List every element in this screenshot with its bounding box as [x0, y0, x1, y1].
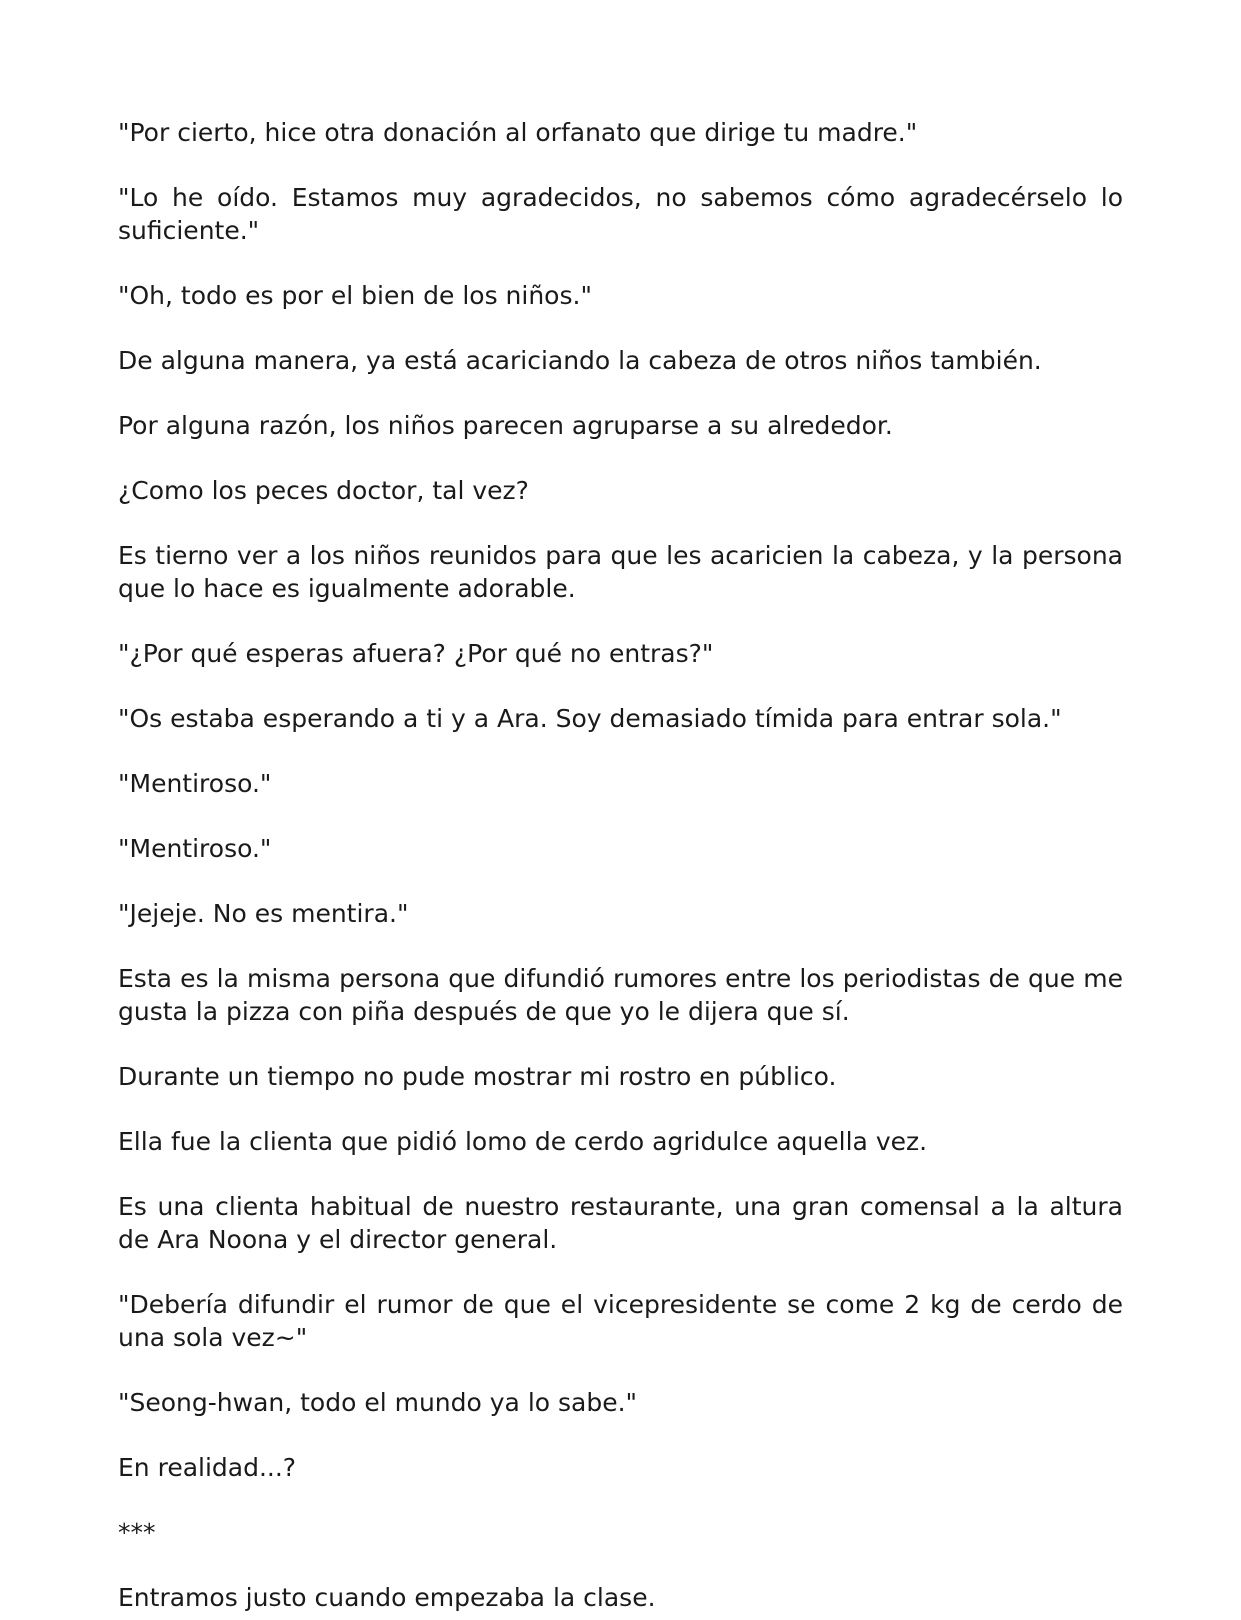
paragraph: Es una clienta habitual de nuestro restaurante, una gran comensal a la altura de Ara Noona y el director general.	[118, 1192, 1123, 1254]
paragraph: Durante un tiempo no pude mostrar mi rostro en público.	[118, 1062, 837, 1091]
paragraph: Por alguna razón, los niños parecen agruparse a su alrededor.	[118, 411, 893, 440]
paragraph: Ella fue la clienta que pidió lomo de cerdo agridulce aquella vez.	[118, 1127, 928, 1156]
paragraph: "Debería difundir el rumor de que el vicepresidente se come 2 kg de cerdo de una sola vez~"	[118, 1290, 1123, 1352]
paragraph: ¿Como los peces doctor, tal vez?	[118, 476, 529, 505]
paragraph: Es tierno ver a los niños reunidos para que les acaricien la cabeza, y la persona que lo hace es igualmente adorable.	[118, 541, 1123, 603]
paragraph: "Seong-hwan, todo el mundo ya lo sabe."	[118, 1388, 638, 1417]
paragraph: "Por cierto, hice otra donación al orfanato que dirige tu madre."	[118, 118, 918, 147]
body-text	[118, 116, 1123, 1614]
paragraph: En realidad...?	[118, 1453, 297, 1482]
paragraph: "Mentiroso."	[118, 834, 272, 863]
paragraph: De alguna manera, ya está acariciando la cabeza de otros niños también.	[118, 346, 1042, 375]
paragraph: Entramos justo cuando empezaba la clase.	[118, 1583, 656, 1612]
paragraph: "Mentiroso."	[118, 769, 272, 798]
paragraph: "Lo he oído. Estamos muy agradecidos, no sabemos cómo agradecérselo lo suficiente."	[118, 183, 1123, 245]
paragraph: "¿Por qué esperas afuera? ¿Por qué no entras?"	[118, 639, 714, 668]
paragraph: "Oh, todo es por el bien de los niños."	[118, 281, 592, 310]
paragraph: "Jejeje. No es mentira."	[118, 899, 409, 928]
paragraph: Esta es la misma persona que difundió rumores entre los periodistas de que me gusta la pizza con piña después de que yo le dijera que sí.	[118, 964, 1123, 1026]
section-separator: ***	[118, 1518, 156, 1547]
paragraph: "Os estaba esperando a ti y a Ara. Soy demasiado tímida para entrar sola."	[118, 704, 1062, 733]
